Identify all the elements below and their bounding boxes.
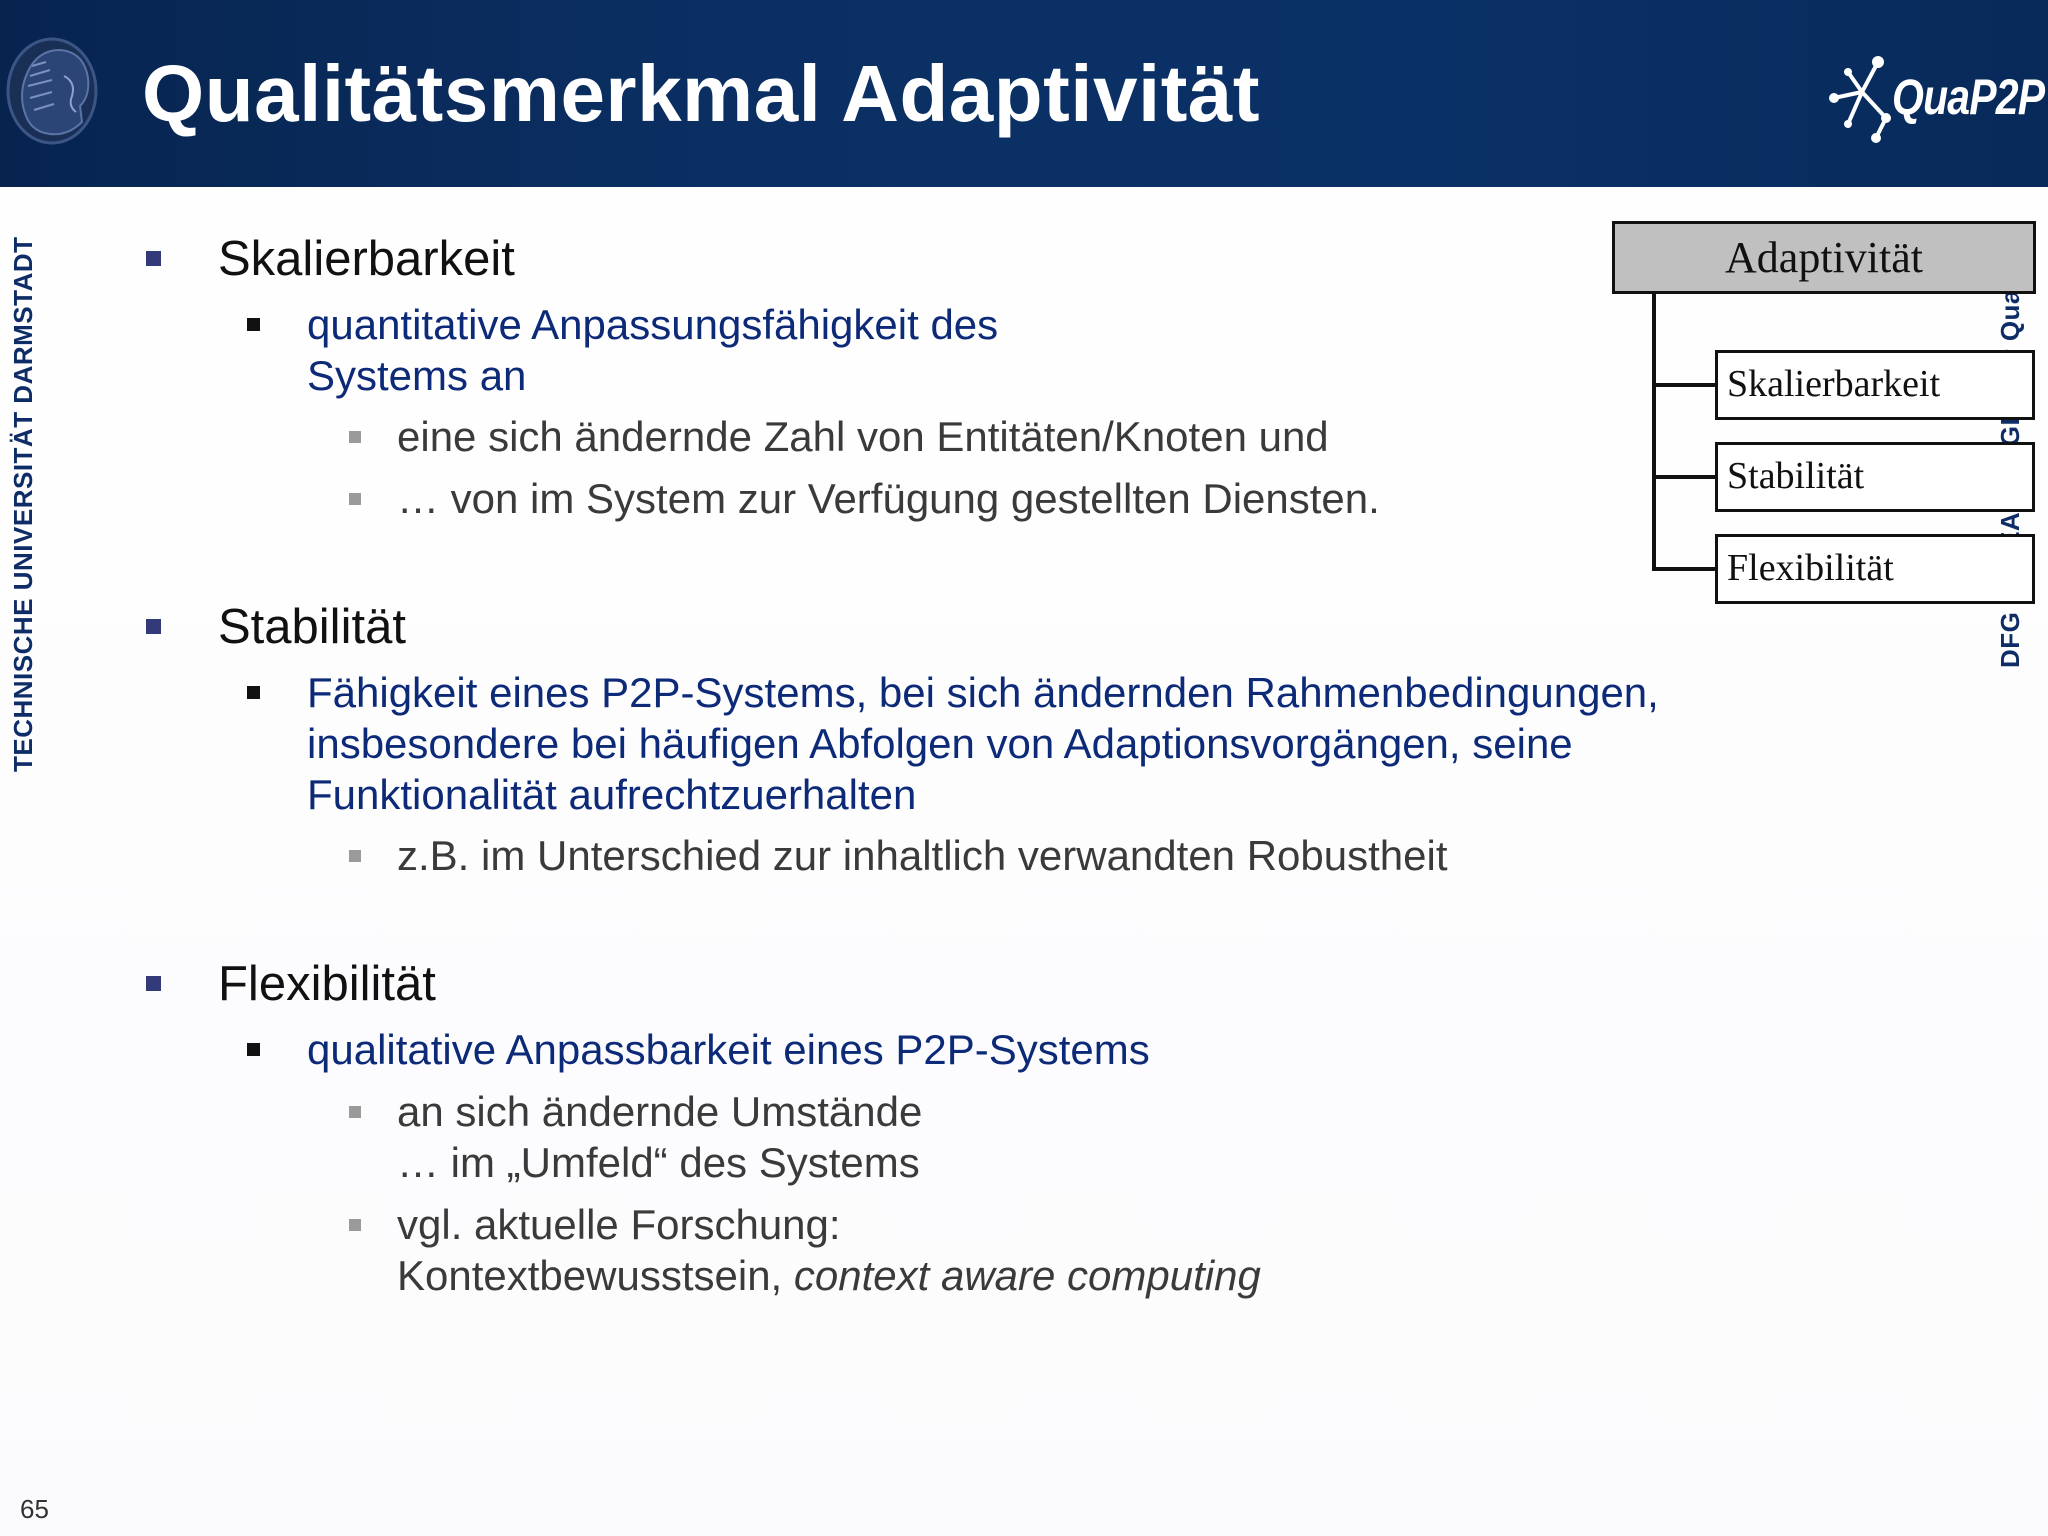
diagram-child-label: Skalierbarkeit [1727,363,1941,405]
page-number: 65 [20,1494,49,1524]
bullet-square-icon [146,619,161,634]
bullet-square-icon [349,493,361,505]
bullet-square-icon [349,1106,361,1118]
diagram-connector [1652,567,1715,571]
text-line: an sich ändernde Umstände [397,1088,923,1135]
text-segment-italic: context aware computing [793,1252,1261,1299]
bullet-text [397,1086,922,1188]
bullet-text [397,1199,1261,1301]
header-bar [0,0,2048,187]
bullet-heading: Flexibilität [218,957,436,1011]
bullet-text: z.B. im Unterschied zur inhaltlich verwandten Robustheit [397,832,1448,879]
diagram-root-label: Adaptivität [1725,233,1923,282]
text-line: quantitative Anpassungsfähigkeit des [307,301,999,348]
diagram-root-box [1612,221,2036,294]
bullet-text [307,299,998,401]
diagram-connector [1652,383,1715,387]
university-logo-icon [6,36,98,146]
bullet-square-icon [247,318,260,331]
text-line: Systems an [307,352,527,399]
bullet-text: qualitative Anpassbarkeit eines P2P-Systems [307,1026,1150,1073]
diagram-child-label: Stabilität [1727,455,1865,497]
diagram-connector [1652,475,1715,479]
text-line: Funktionalität aufrechtzuerhalten [307,771,917,818]
bullet-square-icon [146,976,161,991]
bullet-text: eine sich ändernde Zahl von Entitäten/Knoten und [397,413,1329,460]
text-line [397,1250,1261,1301]
page-title: Qualitätsmerkmal Adaptivität [142,49,1261,138]
text-line: insbesondere bei häufigen Abfolgen von Adaptionsvorgängen, seine [307,720,1573,767]
bullet-heading: Skalierbarkeit [218,232,515,286]
diagram-child-box [1715,442,2035,512]
bullet-square-icon [349,431,361,443]
bullet-heading: Stabilität [218,600,406,654]
diagram-child-box [1715,534,2035,604]
network-graph-icon [1826,52,1902,144]
bullet-text [307,667,1659,820]
bullet-square-icon [146,251,161,266]
diagram-child-box [1715,350,2035,420]
bullet-square-icon [349,1219,361,1231]
diagram-child-label: Flexibilität [1727,547,1894,589]
bullet-text: … von im System zur Verfügung gestellten Diensten. [397,475,1380,522]
text-segment: Kontextbewusstsein, [397,1252,794,1299]
bullet-square-icon [247,1043,260,1056]
bullet-square-icon [349,850,361,862]
quap2p-logo [1826,52,2044,144]
university-name: TECHNISCHE UNIVERSITÄT DARMSTADT [8,236,38,772]
text-line: vgl. aktuelle Forschung: [397,1201,841,1248]
text-line: … im „Umfeld“ des Systems [397,1139,920,1186]
brand-name: QuaP2P [1892,69,2045,125]
text-line: Fähigkeit eines P2P-Systems, bei sich ändernden Rahmenbedingungen, [307,669,1659,716]
bullet-square-icon [247,686,260,699]
diagram-connector-vertical [1652,294,1656,570]
